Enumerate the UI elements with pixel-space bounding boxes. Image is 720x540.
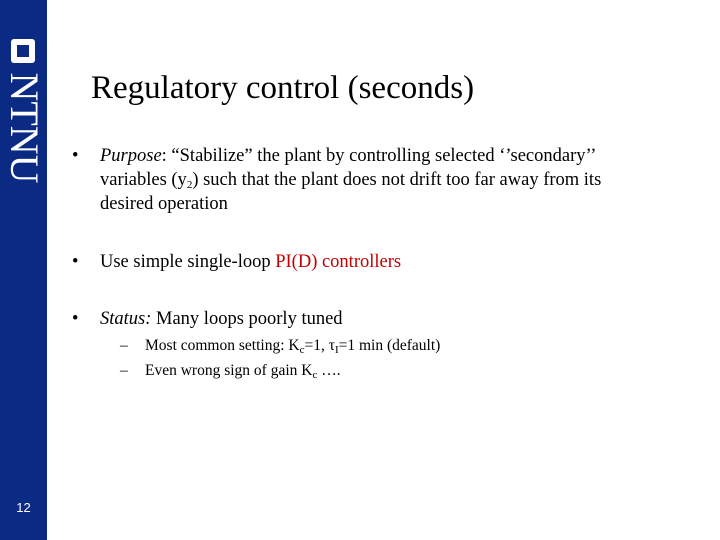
purpose-text-4: desired operation [100, 194, 228, 214]
controllers-highlight: PI(D) controllers [275, 252, 402, 272]
bullet-marker: • [72, 146, 79, 166]
status-text: Many loops poorly tuned [151, 309, 343, 329]
status-label: Status: [100, 309, 152, 329]
slide-title: Regulatory control (seconds) [91, 70, 475, 106]
bullet-text [100, 250, 660, 274]
purpose-subscript: 2 [186, 179, 193, 191]
purpose-text-1: : “Stabilize” the plant by controlling selected ‘’secondary’’ [161, 146, 597, 166]
purpose-label: Purpose [100, 146, 162, 166]
bullet-marker: • [72, 252, 79, 272]
sub-bullet-text: Even wrong sign of gain $K_c$ …. [145, 362, 341, 381]
bullet-text [100, 307, 660, 331]
sidebar [0, 0, 47, 540]
bullet-marker: • [72, 309, 79, 329]
purpose-text-2: variables (y [100, 170, 187, 190]
purpose-text-3: ) such that the plant does not drift too far away from its [192, 170, 602, 190]
controllers-text: Use simple single-loop [100, 252, 276, 272]
ntnu-logo-icon [10, 38, 36, 64]
page-number: 12 [16, 500, 31, 515]
sub-bullet-text: Most common setting: $K_c=1$, $\tau_I=1$ min (default) [145, 337, 441, 356]
sub-bullet-marker: – [120, 337, 128, 354]
sub-bullet-marker: – [120, 362, 128, 379]
bullet-text [100, 144, 660, 216]
ntnu-logo-text: NTNU [2, 71, 47, 184]
